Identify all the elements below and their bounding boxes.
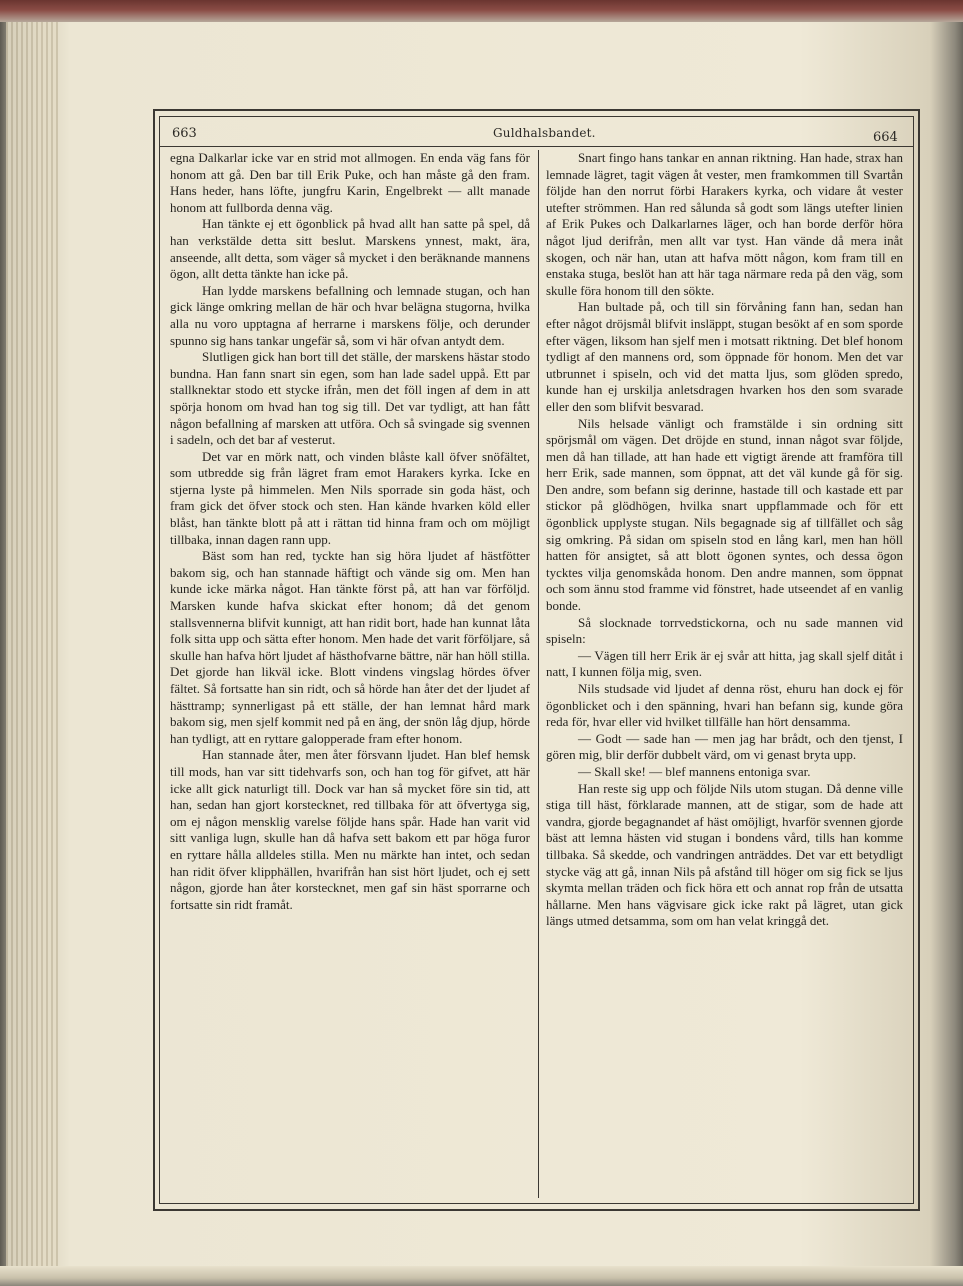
page-bottom-edge — [0, 1266, 963, 1286]
paragraph: Han lydde marskens befallning och lemnade stugan, och han gick länge omkring mellan de här och hvar belägna stugorna, hvilka alla nu voro upptagna af herrarne i marskens följe, och derunder spunno sig hans tankar ungefär så, som vi här ofvan antydt dem. — [170, 282, 530, 348]
paragraph: — Godt — sade han — men jag har brådt, och den tjenst, I gören mig, blir derför dubbelt värd, om vi genast bryta upp. — [546, 730, 903, 763]
page-number-right: 664 — [873, 130, 898, 145]
text-column-right — [546, 150, 903, 930]
paragraph: Det var en mörk natt, och vinden blåste kall öfver snöfältet, som utbredde sig från lägret fram emot Harakers kyrka. Icke en stjerna lyste på himmelen. Men Nils sporrade sin goda häst, och fram gick det öfver stock och sten. Han kände hvarken köld eller blåst, han tänkte blott på att i rättan tid hinna fram och om möjligt tillbaka, innan dagen rann upp. — [170, 448, 530, 547]
paragraph: Han stannade åter, men åter försvann ljudet. Han blef hemsk till mods, han var sitt tidehvarfs son, och han tog för gifvet, att här icke allt gick naturligt till. Dock var han så mycket före sin tid, att han, sedan han gjort korstecknet, red tillbaka för att öfvertyga sig, om ej någon mensklig varelse följde hans spår. Hade han varit vid sitt vanliga lugn, skulle han då hafva sett bakom ett par höga furor en ryttare hålla alldeles stilla. Men nu märkte han intet, och sedan han ridit öfver klipphällen, hvarifrån han sist hört ljudet, och ej sett någon, gjorde han åter korstecknet, men gaf sin häst sporrarne och fortsatte sin ridt framåt. — [170, 747, 530, 912]
paragraph: Han reste sig upp och följde Nils utom stugan. Då denne ville stiga till häst, förklarade mannen, att de stigar, som de hade att vandra, gjorde begagnandet af häst omöjligt, hvarför svennen gjorde bäst att lemna hästen vid stugan i bondens vård, tills han komme tillbaka. Så skedde, och vandringen anträddes. Det var ett betydligt stycke väg att gå, innan Nils på afstånd till höger om sig fick se ljus skymta mellan träden och fick höra ett och annat rop från de utsatta hållarne. Men hans vägvisare gick icke rakt på lägret, utan gick längs utmed detsamma, som om han velat kringgå det. — [546, 780, 903, 929]
paragraph: — Skall ske! — blef mannens entoniga svar. — [578, 763, 811, 779]
page-number-left: 663 — [172, 126, 197, 141]
paragraph: Bäst som han red, tyckte han sig höra ljudet af hästfötter bakom sig, och han stannade häftigt och vände sig om. Men han kunde icke märka något. Han tänkte först på, att han var förföljd. Marsken kunde hafva skickat efter honom; då det genom stallsvennerna blifvit kunnigt, att han ridit bort, hade han kunnat låta folk sitta upp och sätta efter honom. Men hade det varit förföljare, så skulle han hafva hört ljudet af hästhofvarne bättre, när han höll stilla. Det gjorde han likväl icke. Blott vindens vingslag hördes öfver fältet. Så fortsatte han sin ridt, och så hörde han åter det der ljudet af hästtramp; synnerligast på ett ställe, der han lemnat hård mark bakom sig, men sjelf kommit ned på en äng, der snön låg djup, hörde han tydligt, att en ryttare galopperade fram efter honom. — [170, 548, 530, 746]
paragraph: Snart fingo hans tankar en annan riktning. Han hade, strax han lemnade lägret, tagit vägen åt vester, men framkommen till Svartån följde han den norrut förbi Harakers kyrka, och vidare åt vester utefter strömmen. Han red sålunda så godt som längs utefter linien af Erik Pukes och Dalkarlarnes läger, och han borde derför höra något ljud derifrån, men allt var tyst. Han vände då mera inåt skogen, och när han, utan att hafva mött någon, kom fram till en enstaka stuga, beslöt han att här taga närmare reda på den väg, som skulle föra honom till den sökte. — [546, 150, 903, 298]
paragraph: Nils studsade vid ljudet af denna röst, ehuru han dock ej för ögonblicket och i den spänning, hvari han befann sig, kunde göra reda för, hvar eller vid hvilket tillfälle han hört densamma. — [546, 681, 903, 730]
text-column-left — [170, 150, 530, 913]
paragraph: Slutligen gick han bort till det ställe, der marskens hästar stodo bundna. Han fann snart sin egen, som han lade sadel uppå. Ett par stallknektar stodo ett stycke ifrån, men det föll ingen af dem in att spörja honom om hvad han tog sig till. Det var tydligt, att han fått någon befallning af marsken att utföra. Och så svingade sig svennen i sadeln, och det bar af vesterut. — [170, 349, 530, 448]
paragraph: — Vägen till herr Erik är ej svår att hitta, jag skall sjelf ditåt i natt, I kunnen följa mig, sven. — [546, 647, 903, 680]
paragraph: Han tänkte ej ett ögonblick på hvad allt han satte på spel, då han verkstälde detta sitt beslut. Marskens ynnest, makt, ära, anseende, allt detta, som väger så mycket i den beräknande mannens ögon, allt detta tänkte han icke på. — [170, 216, 530, 282]
binding-top-edge — [0, 0, 963, 22]
paragraph: Nils helsade vänligt och framstälde i sin ordning sitt spörjsmål om vägen. Det dröjde en stund, innan något svar följde, men då han tillade, att han hade ett vigtigt ärende att framföra till herr Erik, sade mannen, som öppnat, att det väl kunde gå för sig. Den andre, som befann sig derinne, hastade till och kastade ett par stickor på glödhögen, hvilka snart uppflammade och för ett ögonblick upplyste stugan. Nils begagnade sig af tillfället och såg sig omkring. På sidan om spiseln stod en lång karl, men han höll hatten för ansigtet, så att blott ögonen syntes, och dessa ögon tycktes vilja genomskåda honom. Den andre mannen, som öppnat och som ännu stod framme vid fönstret, hade utseendet af en vanlig bonde. — [546, 415, 903, 614]
running-title: Guldhalsbandet. — [493, 126, 596, 140]
header-rule — [159, 146, 914, 147]
paragraph: Han bultade på, och till sin förvåning fann han, sedan han efter något dröjsmål blifvit insläppt, stugan besökt af en som sporde efter vägen, liksom han sjelf men i motsatt riktning. Det blef honom tydligt af den mannens ord, som öppnade för honom. Men det var utbrunnet i spiseln, och vid det matta ljus, som glöden spredo, kunde han ej urskilja anletsdragen hvarken hos den som svarade eller den som blifvit besvarad. — [546, 299, 903, 414]
column-divider — [538, 150, 539, 1198]
paragraph: Så slocknade torrvedstickorna, och nu sade mannen vid spiseln: — [546, 614, 903, 647]
page-stack-edges — [6, 22, 58, 1272]
paragraph: egna Dalkarlar icke var en strid mot allmogen. En enda väg fans för honom att gå. Den bar till Erik Puke, och han måste gå den fram. Hans heder, hans löfte, jungfru Karin, Engelbrekt — allt manade honom att fullborda denna väg. — [170, 150, 530, 215]
